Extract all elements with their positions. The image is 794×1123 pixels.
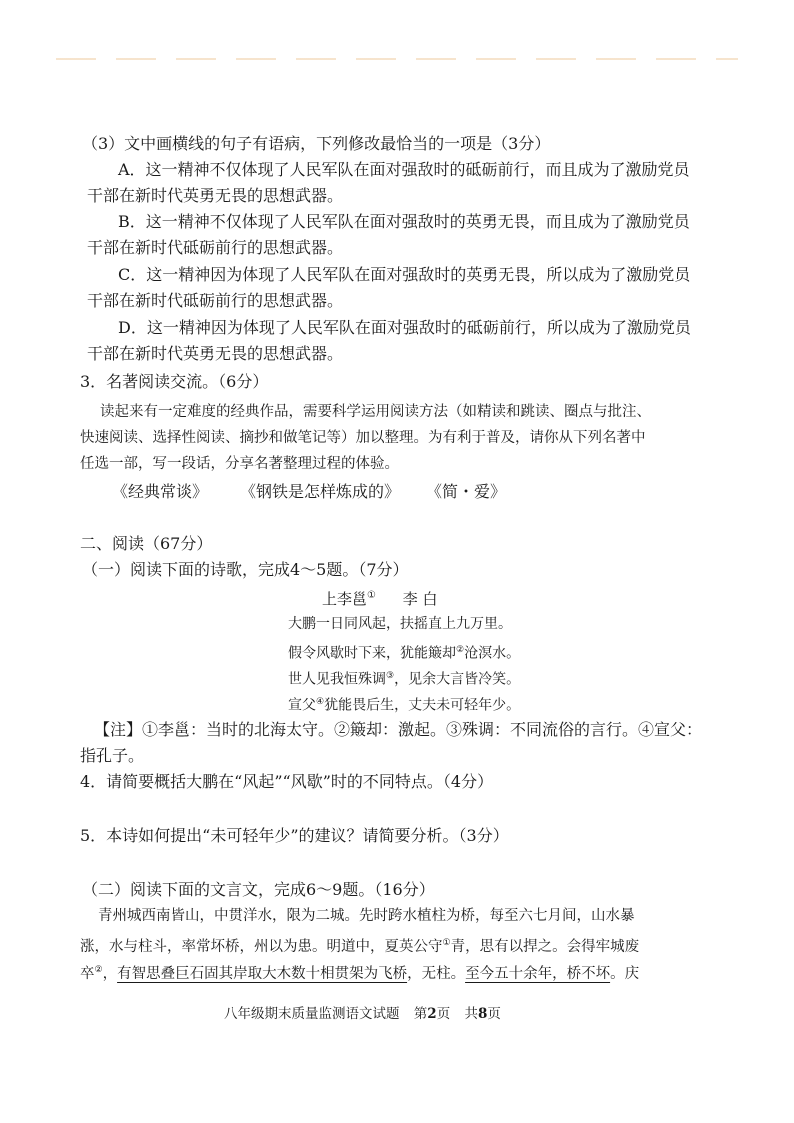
scan-top-border (56, 58, 738, 60)
classical-text-line2: 涨，水与柱斗，率常坏桥，州以为患。明道中，夏英公守①青，思有以捍之。会得牢城废 (80, 938, 640, 955)
question-4: 4．请简要概括大鹏在“风起”“风歇”时的不同特点。（4分） (80, 772, 494, 791)
poem-author: 李 白 (402, 590, 438, 608)
poem-note-line2: 指孔子。 (80, 746, 145, 765)
q3-option-b-line1: B．这一精神不仅体现了人民军队在面对强敌时的英勇无畏，而且成为了激励党员 (118, 212, 690, 231)
page-number: 2 (427, 1006, 437, 1022)
page-footer: 八年级期末质量监测语文试题 第2页 共8页 (224, 1006, 501, 1022)
section-reading-heading: 二、阅读（67分） (80, 534, 213, 553)
q3-option-b-line2: 干部在新时代砥砺前行的思想武器。 (87, 238, 344, 257)
underlined-sentence: 有智思叠巨石固其岸取大木数十相贯架为飞桥 (117, 965, 408, 982)
poem-intro: （一）阅读下面的诗歌，完成4～5题。（7分） (82, 560, 409, 579)
q3-stem: （3）文中画横线的句子有语病，下列修改最恰当的一项是（3分） (82, 134, 551, 153)
page-total: 8 (478, 1006, 488, 1022)
q3-option-d-line2: 干部在新时代英勇无畏的思想武器。 (87, 344, 344, 363)
mingzhu-para-line1: 读起来有一定难度的经典作品，需要科学运用阅读方法（如精读和跳读、圈点与批注、 (100, 404, 651, 420)
q3-option-d-line1: D．这一精神因为体现了人民军队在面对强敌时的砥砺前行，所以成为了激励党员 (118, 318, 691, 337)
classical-text-line3: 卒②，有智思叠巨石固其岸取大木数十相贯架为飞桥，无柱。至今五十余年，桥不坏。庆 (80, 965, 640, 982)
poem-title: 上李邕① 李 白 (322, 590, 438, 608)
underlined-sentence: 至今五十余年，桥不坏 (465, 965, 611, 982)
classical-text-line1: 青州城西南皆山，中贯洋水，限为二城。先时跨水植柱为桥，每至六七月间，山水暴 (98, 908, 635, 924)
poem-note-line1: 【注】①李邕：当时的北海太守。②簸却：激起。③殊调：不同流俗的言行。④宣父： (94, 720, 703, 739)
mingzhu-para-line2: 快速阅读、选择性阅读、摘抄和做笔记等）加以整理。为有利于普及，请你从下列名著中 (80, 430, 646, 446)
book-option: 《经典常谈》 (112, 482, 209, 501)
q3-option-a-line1: A．这一精神不仅体现了人民军队在面对强敌时的砥砺前行，而且成为了激励党员 (118, 160, 690, 179)
mingzhu-heading: 3．名著阅读交流。（6分） (80, 372, 269, 391)
poem-line-3: 世人见我恒殊调③，见余大言皆冷笑。 (288, 671, 521, 688)
book-option: 《钢铁是怎样炼成的》 (240, 482, 401, 501)
q3-option-c-line1: C．这一精神因为体现了人民军队在面对强敌时的英勇无畏，所以成为了激励党员 (118, 265, 691, 284)
mingzhu-para-line3: 任选一部，写一段话，分享名著整理过程的体验。 (80, 456, 399, 472)
poem-line-2: 假令风歇时下来，犹能簸却②沧溟水。 (288, 645, 521, 662)
book-option: 《简・爱》 (426, 482, 507, 501)
question-5: 5．本诗如何提出“未可轻年少”的建议？请简要分析。（3分） (80, 826, 509, 845)
poem-line-4: 宣父④犹能畏后生，丈夫未可轻年少。 (288, 697, 521, 714)
q3-option-c-line2: 干部在新时代砥砺前行的思想武器。 (87, 291, 344, 310)
q3-option-a-line2: 干部在新时代英勇无畏的思想武器。 (87, 186, 344, 205)
poem-line-1: 大鹏一日同风起，扶摇直上九万里。 (288, 616, 512, 632)
classical-text-intro: （二）阅读下面的文言文，完成6～9题。（16分） (82, 880, 435, 899)
